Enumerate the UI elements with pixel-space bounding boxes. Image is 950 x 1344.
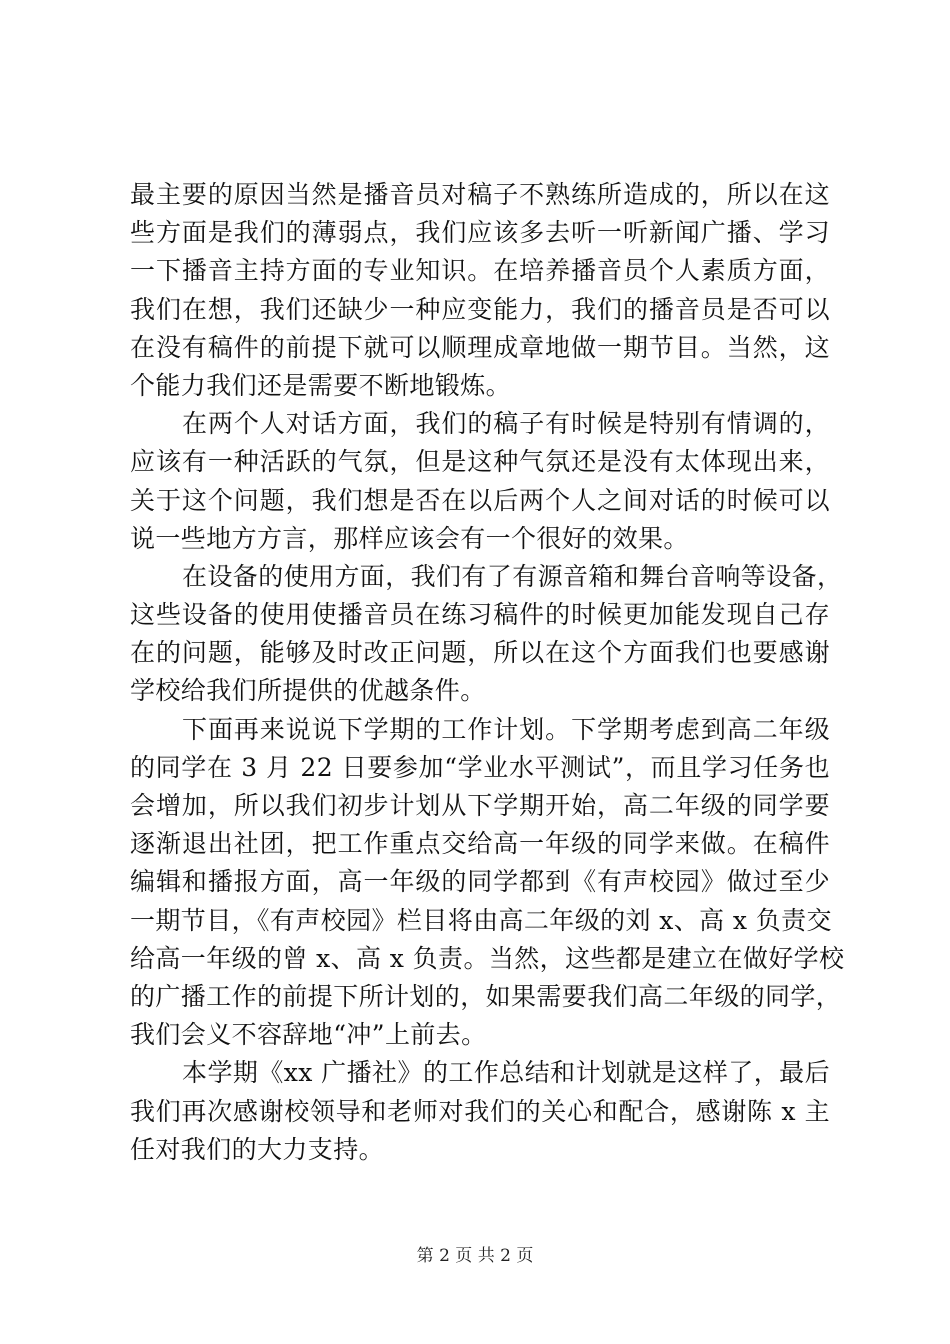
text-line: 说一些地方方言，那样应该会有一个很好的效果。	[130, 523, 689, 553]
text-line: 给高一年级的曾 x、高 x 负责。当然，这些都是建立在做好学校	[130, 943, 845, 973]
paragraph-1	[130, 176, 830, 405]
paragraph-3	[130, 558, 843, 711]
text-line: 在设备的使用方面，我们有了有源音箱和舞台音响等设备，	[182, 561, 843, 591]
text-line: 学校给我们所提供的优越条件。	[130, 676, 486, 706]
paragraph-5	[130, 1054, 830, 1169]
text-line: 最主要的原因当然是播音员对稿子不熟练所造成的，所以在这	[130, 180, 830, 209]
text-line: 我们会义不容辞地“冲”上前去。	[130, 1020, 487, 1050]
text-line: 些方面是我们的薄弱点，我们应该多去听一听新闻广播、学习	[130, 218, 830, 248]
text-line: 在的问题，能够及时改正问题，所以在这个方面我们也要感谢	[130, 638, 830, 668]
paragraph-2	[130, 405, 830, 558]
text-line: 会增加，所以我们初步计划从下学期开始，高二年级的同学要	[130, 791, 830, 820]
text-line: 应该有一种活跃的气氛，但是这种气氛还是没有太体现出来，	[130, 447, 830, 477]
text-line: 编辑和播报方面，高一年级的同学都到《有声校园》做过至少	[130, 867, 830, 897]
text-line: 一下播音主持方面的专业知识。在培养播音员个人素质方面，	[130, 256, 830, 286]
text-line: 在两个人对话方面，我们的稿子有时候是特别有情调的，	[182, 409, 830, 439]
document-body	[130, 176, 845, 1169]
text-line: 我们再次感谢校领导和老师对我们的关心和配合，感谢陈 x 主	[130, 1096, 830, 1126]
text-line: 在没有稿件的前提下就可以顺理成章地做一期节目。当然，这	[130, 332, 830, 362]
text-line: 的广播工作的前提下所计划的，如果需要我们高二年级的同学，	[130, 981, 842, 1011]
text-line: 的同学在 3 月 22 日要参加“学业水平测试”，而且学习任务也	[130, 752, 830, 782]
text-line: 一期节目，《有声校园》栏目将由高二年级的刘 x、高 x 负责交	[130, 905, 832, 935]
text-line: 我们在想，我们还缺少一种应变能力，我们的播音员是否可以	[130, 294, 830, 324]
text-line: 关于这个问题，我们想是否在以后两个人之间对话的时候可以	[130, 485, 830, 515]
text-line: 任对我们的大力支持。	[130, 1134, 385, 1164]
text-line: 下面再来说说下学期的工作计划。下学期考虑到高二年级	[182, 714, 830, 744]
text-line: 本学期《xx 广播社》的工作总结和计划就是这样了，最后	[182, 1058, 830, 1088]
page-number-footer: 第 2 页 共 2 页	[416, 1246, 534, 1266]
text-line: 逐渐退出社团，把工作重点交给高一年级的同学来做。在稿件	[130, 829, 830, 859]
text-line: 这些设备的使用使播音员在练习稿件的时候更加能发现自己存	[130, 600, 830, 630]
paragraph-4	[130, 711, 845, 1055]
text-line: 个能力我们还是需要不断地锻炼。	[130, 370, 512, 400]
